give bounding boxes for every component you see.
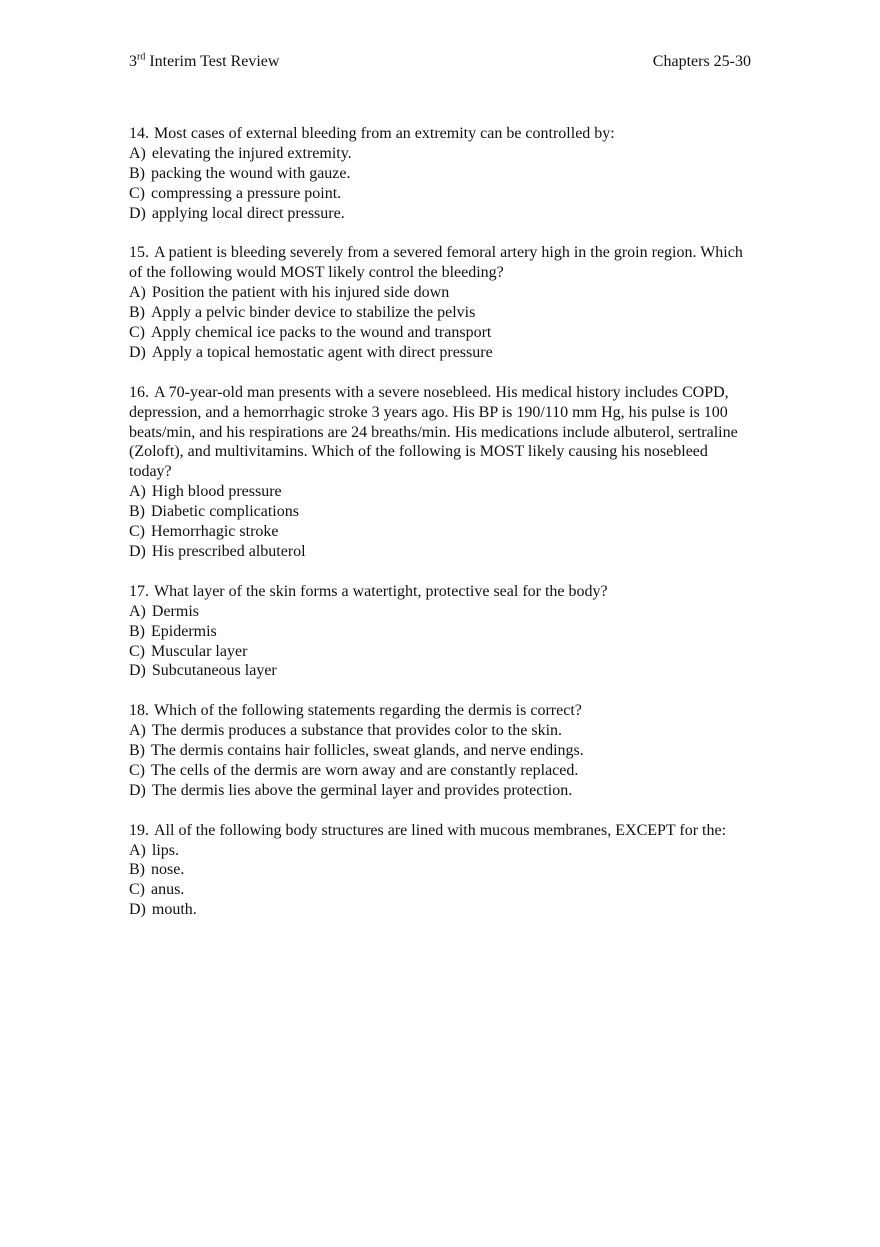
- option-letter: C): [129, 761, 145, 779]
- answer-option: [129, 283, 754, 303]
- option-text: applying local direct pressure.: [151, 204, 345, 222]
- option-text: Diabetic complications: [151, 503, 299, 521]
- question-list: [129, 124, 754, 940]
- option-letter: B): [129, 503, 145, 521]
- answer-option: [129, 642, 754, 662]
- option-letter: B): [129, 742, 145, 760]
- option-text: The dermis lies above the germinal layer and provides protection.: [151, 781, 573, 799]
- option-letter: A): [129, 841, 146, 859]
- question-text: Which of the following statements regarding the dermis is correct?: [154, 702, 582, 720]
- option-text: The cells of the dermis are worn away and are constantly replaced.: [151, 761, 579, 779]
- option-text: mouth.: [151, 901, 197, 919]
- option-text: compressing a pressure point.: [151, 184, 342, 202]
- option-text: Position the patient with his injured side down: [151, 284, 450, 302]
- answer-option: [129, 602, 754, 622]
- option-text: anus.: [151, 881, 185, 899]
- question-text: Most cases of external bleeding from an extremity can be controlled by:: [154, 125, 615, 142]
- header-title-suffix: Interim Test Review: [145, 53, 280, 70]
- option-letter: B): [129, 304, 145, 322]
- answer-option: [129, 900, 754, 920]
- answer-option: [129, 323, 754, 343]
- option-text: His prescribed albuterol: [151, 543, 306, 560]
- question-text: A 70-year-old man presents with a severe nosebleed. His medical history includes COPD, depression, and a hemorrhagic stroke 3 years ago. His BP is 190/110 mm Hg, his pulse is 100 beats/min, and his respirations are 24 breaths/min. His medications include albuterol, sertraline (Zoloft), and multivitamins. Which of the following is MOST likely causing his nosebleed today?: [129, 383, 738, 481]
- answer-option: [129, 144, 754, 164]
- option-text: nose.: [151, 861, 185, 879]
- question-16: [129, 383, 754, 562]
- option-letter: D): [129, 901, 146, 919]
- option-letter: D): [129, 343, 146, 361]
- option-letter: B): [129, 622, 145, 640]
- header-title-prefix: 3: [129, 53, 137, 70]
- question-stem: [129, 124, 754, 144]
- answer-option: [129, 164, 754, 184]
- question-number: 15.: [129, 244, 149, 262]
- option-letter: C): [129, 184, 145, 202]
- option-text: High blood pressure: [151, 483, 282, 501]
- option-text: The dermis produces a substance that provides color to the skin.: [151, 722, 563, 740]
- header-title-superscript: rd: [137, 51, 146, 63]
- option-letter: D): [129, 204, 146, 222]
- question-14: [129, 124, 754, 224]
- option-letter: C): [129, 881, 145, 899]
- option-text: Subcutaneous layer: [151, 662, 277, 680]
- answer-option: [129, 184, 754, 204]
- answer-option: [129, 204, 754, 224]
- answer-option: [129, 741, 754, 761]
- option-letter: A): [129, 284, 146, 302]
- question-stem: [129, 701, 754, 721]
- page-header: [129, 52, 751, 74]
- answer-options: [129, 841, 754, 921]
- option-text: Apply a topical hemostatic agent with direct pressure: [151, 343, 493, 361]
- answer-option: [129, 761, 754, 781]
- question-text: All of the following body structures are lined with mucous membranes, EXCEPT for the:: [154, 821, 727, 839]
- answer-option: [129, 781, 754, 801]
- option-text: The dermis contains hair follicles, sweat glands, and nerve endings.: [151, 742, 584, 760]
- answer-option: [129, 622, 754, 642]
- answer-option: [129, 880, 754, 900]
- option-letter: D): [129, 781, 146, 799]
- option-text: Apply chemical ice packs to the wound and transport: [151, 324, 492, 342]
- option-text: packing the wound with gauze.: [151, 164, 351, 182]
- answer-option: [129, 482, 754, 502]
- answer-options: [129, 602, 754, 682]
- option-text: lips.: [151, 841, 180, 859]
- option-letter: D): [129, 543, 146, 560]
- option-letter: C): [129, 642, 145, 660]
- option-text: Dermis: [151, 602, 199, 620]
- question-15: [129, 243, 754, 362]
- answer-option: [129, 841, 754, 861]
- question-text: A patient is bleeding severely from a severed femoral artery high in the groin region. Which of the following would MOST likely control the bleeding?: [129, 244, 743, 282]
- option-letter: A): [129, 144, 146, 162]
- question-number: 17.: [129, 582, 149, 600]
- option-letter: A): [129, 602, 146, 620]
- question-number: 18.: [129, 702, 149, 720]
- option-text: Apply a pelvic binder device to stabilize the pelvis: [151, 304, 476, 322]
- answer-options: [129, 283, 754, 363]
- option-letter: B): [129, 861, 145, 879]
- answer-options: [129, 144, 754, 224]
- answer-option: [129, 661, 754, 681]
- option-text: Muscular layer: [151, 642, 248, 660]
- answer-options: [129, 482, 754, 562]
- question-18: [129, 701, 754, 801]
- question-stem: [129, 243, 754, 283]
- question-19: [129, 821, 754, 921]
- header-title: [129, 52, 279, 72]
- option-text: Hemorrhagic stroke: [151, 523, 279, 541]
- option-letter: C): [129, 523, 145, 541]
- answer-option: [129, 721, 754, 741]
- option-text: Epidermis: [151, 622, 217, 640]
- question-17: [129, 582, 754, 682]
- question-number: 16.: [129, 383, 149, 401]
- option-letter: D): [129, 662, 146, 680]
- answer-option: [129, 860, 754, 880]
- question-stem: [129, 821, 754, 841]
- answer-option: [129, 303, 754, 323]
- answer-option: [129, 502, 754, 522]
- question-stem: [129, 582, 754, 602]
- option-letter: B): [129, 164, 145, 182]
- header-chapters: Chapters 25-30: [652, 53, 751, 70]
- question-stem: [129, 383, 754, 483]
- question-number: 14.: [129, 125, 149, 142]
- question-number: 19.: [129, 821, 149, 839]
- question-text: What layer of the skin forms a watertight, protective seal for the body?: [154, 582, 608, 600]
- option-text: elevating the injured extremity.: [151, 144, 352, 162]
- option-letter: C): [129, 324, 145, 342]
- answer-option: [129, 522, 754, 542]
- answer-option: [129, 542, 754, 562]
- answer-options: [129, 721, 754, 801]
- answer-option: [129, 343, 754, 363]
- option-letter: A): [129, 722, 146, 740]
- option-letter: A): [129, 483, 146, 501]
